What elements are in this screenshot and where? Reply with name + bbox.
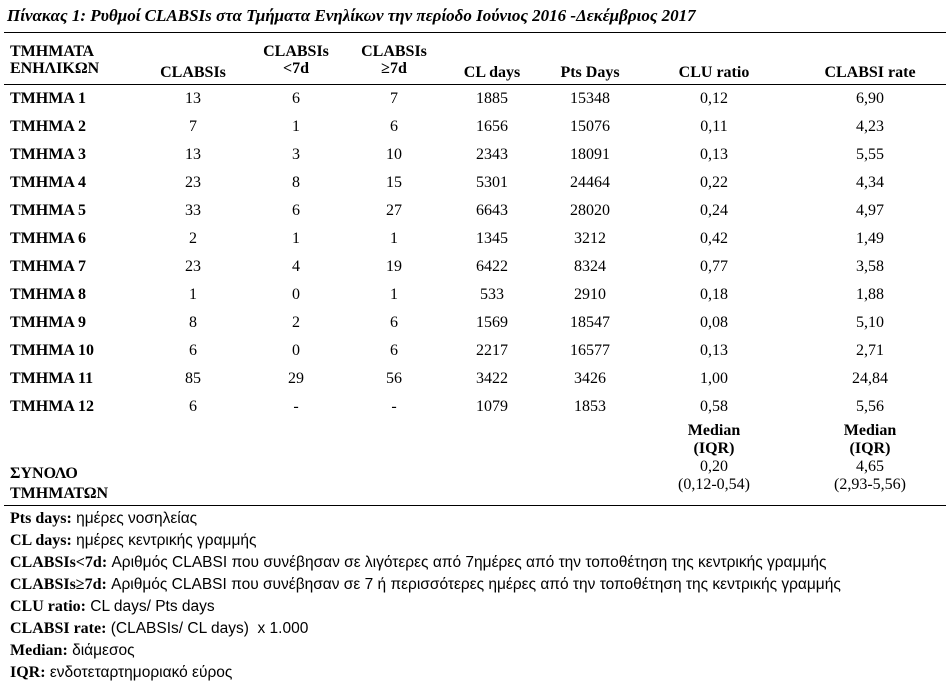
header-cl-days: CL days bbox=[463, 64, 521, 81]
note-text: διάμεσος bbox=[67, 642, 135, 659]
table-cell: 1345 bbox=[476, 230, 508, 247]
summary-clu bbox=[678, 422, 750, 494]
table-cell: 1,49 bbox=[856, 230, 884, 247]
note-line bbox=[10, 530, 841, 552]
table-cell: 0,24 bbox=[700, 202, 728, 219]
table-cell: 0,42 bbox=[700, 230, 728, 247]
clu-median-value: 0,20 bbox=[699, 458, 728, 475]
table-cell: 5301 bbox=[476, 174, 508, 191]
note-text: ημέρες κεντρικής γραμμής bbox=[71, 532, 257, 549]
row-label: ΤΜΗΜΑ 11 bbox=[10, 370, 94, 387]
row-label: ΤΜΗΜΑ 8 bbox=[10, 286, 86, 303]
table-cell: 2 bbox=[189, 230, 197, 247]
header-clu-ratio: CLU ratio bbox=[678, 64, 750, 81]
header-lt7-line2: <7d bbox=[282, 60, 309, 77]
summary-rate bbox=[834, 422, 906, 494]
table-cell: 0,12 bbox=[700, 90, 728, 107]
table-cell: 6 bbox=[292, 202, 300, 219]
bottom-rule bbox=[4, 505, 946, 506]
table-cell: 29 bbox=[288, 370, 304, 387]
table-cell: 5,55 bbox=[856, 146, 884, 163]
note-term: IQR: bbox=[10, 664, 46, 681]
header-departments bbox=[10, 43, 99, 77]
table-cell: 6 bbox=[390, 314, 398, 331]
summary-label-line2: ΤΜΗΜΑΤΩΝ bbox=[10, 485, 109, 502]
top-rule bbox=[4, 32, 946, 33]
table-cell: 8 bbox=[292, 174, 300, 191]
rate-median-value: 4,65 bbox=[855, 458, 884, 475]
table-cell: 2910 bbox=[574, 286, 606, 303]
header-clabsis-ge7 bbox=[361, 43, 427, 77]
table-cell: 0,77 bbox=[700, 258, 728, 275]
note-term: Median: bbox=[10, 642, 68, 659]
table-cell: 6422 bbox=[476, 258, 508, 275]
table-cell: 23 bbox=[185, 174, 201, 191]
table-cell: 4,23 bbox=[856, 118, 884, 135]
table-cell: 85 bbox=[185, 370, 201, 387]
table-cell: 1853 bbox=[574, 398, 606, 415]
header-dept-line1: ΤΜΗΜΑΤΑ bbox=[10, 43, 94, 60]
note-term: CLABSIs<7d: bbox=[10, 554, 108, 571]
table-cell: 1 bbox=[292, 230, 300, 247]
clu-iqr-label: (IQR) bbox=[693, 440, 735, 457]
table-cell: 24,84 bbox=[852, 370, 888, 387]
table-cell: 0,58 bbox=[700, 398, 728, 415]
header-lt7-line1: CLABSIs bbox=[263, 43, 329, 60]
note-term: CLABSI rate: bbox=[10, 620, 107, 637]
table-cell: 5,10 bbox=[856, 314, 884, 331]
header-ge7-line2: ≥7d bbox=[381, 60, 407, 77]
table-cell: 2217 bbox=[476, 342, 508, 359]
table-cell: 6 bbox=[189, 398, 197, 415]
note-line bbox=[10, 662, 841, 684]
table-cell: 56 bbox=[386, 370, 402, 387]
table-cell: 0,18 bbox=[700, 286, 728, 303]
note-term: Pts days: bbox=[10, 510, 72, 527]
table-cell: 1,88 bbox=[856, 286, 884, 303]
table-cell: 0,08 bbox=[700, 314, 728, 331]
table-cell: 6 bbox=[292, 90, 300, 107]
note-text: Αριθμός CLABSI που συνέβησαν σε 7 ή περισσότερες ημέρες από την τοποθέτηση της κεντρικής γραμμής bbox=[106, 576, 841, 593]
header-pts-days: Pts Days bbox=[560, 64, 620, 81]
table-cell: 1656 bbox=[476, 118, 508, 135]
table-cell: 23 bbox=[185, 258, 201, 275]
summary-label bbox=[10, 464, 108, 504]
table-cell: 0,11 bbox=[700, 118, 728, 135]
header-ge7-line1: CLABSIs bbox=[361, 43, 427, 60]
table-cell: 1079 bbox=[476, 398, 508, 415]
note-line bbox=[10, 574, 841, 596]
row-label: ΤΜΗΜΑ 9 bbox=[10, 314, 86, 331]
table-cell: 4,34 bbox=[856, 174, 884, 191]
table-cell: 2,71 bbox=[856, 342, 884, 359]
table-cell: 0,22 bbox=[700, 174, 728, 191]
table-cell: 533 bbox=[480, 286, 504, 303]
note-line bbox=[10, 552, 841, 574]
row-label: ΤΜΗΜΑ 4 bbox=[10, 174, 86, 191]
table-cell: 1 bbox=[390, 286, 398, 303]
table-cell: 24464 bbox=[570, 174, 610, 191]
note-text: ενδοτεταρτημοριακό εύρος bbox=[45, 664, 233, 681]
table-cell: 7 bbox=[390, 90, 398, 107]
note-term: CL days: bbox=[10, 532, 72, 549]
table-cell: 19 bbox=[386, 258, 402, 275]
table-cell: 4,97 bbox=[856, 202, 884, 219]
table-cell: 3212 bbox=[574, 230, 606, 247]
table-cell: 7 bbox=[189, 118, 197, 135]
header-dept-line2: ΕΝΗΛΙΚΩΝ bbox=[10, 60, 100, 77]
table-title: Πίνακας 1: Ρυθμοί CLABSIs στα Τμήματα Ενηλίκων την περίοδο Ιούνιος 2016 -Δεκέμβριος 2017 bbox=[7, 6, 696, 25]
clu-iqr-value: (0,12-0,54) bbox=[678, 476, 750, 493]
table-cell: 0,13 bbox=[700, 342, 728, 359]
table-cell: 10 bbox=[386, 146, 402, 163]
table-cell: 28020 bbox=[570, 202, 610, 219]
table-cell: 6 bbox=[390, 118, 398, 135]
table-cell: 1 bbox=[292, 118, 300, 135]
table-cell: 1885 bbox=[476, 90, 508, 107]
header-clabsi-rate: CLABSI rate bbox=[824, 64, 916, 81]
note-term: CLU ratio: bbox=[10, 598, 86, 615]
table-cell: 13 bbox=[185, 90, 201, 107]
note-line bbox=[10, 640, 841, 662]
note-text: (CLABSIs/ CL days) x 1.000 bbox=[106, 620, 309, 637]
table-cell: 6 bbox=[390, 342, 398, 359]
table-cell: 1,00 bbox=[700, 370, 728, 387]
note-text: Αριθμός CLABSI που συνέβησαν σε λιγότερες από 7ημέρες από την τοποθέτηση της κεντρικής γραμμής bbox=[107, 554, 827, 571]
rate-iqr-value: (2,93-5,56) bbox=[834, 476, 906, 493]
row-label: ΤΜΗΜΑ 1 bbox=[10, 90, 86, 107]
table-cell: 3 bbox=[292, 146, 300, 163]
header-rule bbox=[4, 84, 946, 85]
row-label: ΤΜΗΜΑ 6 bbox=[10, 230, 86, 247]
table-cell: 18547 bbox=[570, 314, 610, 331]
table-cell: 15348 bbox=[570, 90, 610, 107]
rate-iqr-label: (IQR) bbox=[849, 440, 891, 457]
table-cell: 1569 bbox=[476, 314, 508, 331]
table-cell: 5,56 bbox=[856, 398, 884, 415]
table-cell: 8324 bbox=[574, 258, 606, 275]
notes-legend bbox=[10, 508, 841, 684]
row-label: ΤΜΗΜΑ 2 bbox=[10, 118, 86, 135]
table-cell: 18091 bbox=[570, 146, 610, 163]
note-term: CLABSIs≥7d: bbox=[10, 576, 107, 593]
header-clabsis: CLABSIs bbox=[160, 64, 226, 81]
note-line bbox=[10, 508, 841, 530]
clu-median-label: Median bbox=[687, 422, 741, 439]
row-label: ΤΜΗΜΑ 3 bbox=[10, 146, 86, 163]
table-cell: 0 bbox=[292, 286, 300, 303]
note-line bbox=[10, 618, 841, 640]
table-cell: 6643 bbox=[476, 202, 508, 219]
table-cell: 13 bbox=[185, 146, 201, 163]
table-cell: 27 bbox=[386, 202, 402, 219]
table-cell: 8 bbox=[189, 314, 197, 331]
rate-median-label: Median bbox=[843, 422, 897, 439]
row-label: ΤΜΗΜΑ 12 bbox=[10, 398, 94, 415]
table-cell: 3,58 bbox=[856, 258, 884, 275]
table-cell: 15076 bbox=[570, 118, 610, 135]
row-label: ΤΜΗΜΑ 7 bbox=[10, 258, 86, 275]
table-cell: 6,90 bbox=[856, 90, 884, 107]
row-label: ΤΜΗΜΑ 10 bbox=[10, 342, 94, 359]
table-cell: 4 bbox=[292, 258, 300, 275]
table-cell: 1 bbox=[189, 286, 197, 303]
table-cell: 2343 bbox=[476, 146, 508, 163]
table-cell: - bbox=[293, 398, 299, 415]
table-cell: 15 bbox=[386, 174, 402, 191]
table-cell: 1 bbox=[390, 230, 398, 247]
header-clabsis-lt7 bbox=[263, 43, 329, 77]
table-cell: 3422 bbox=[476, 370, 508, 387]
table-cell: 0 bbox=[292, 342, 300, 359]
summary-label-line1: ΣΥΝΟΛΟ bbox=[10, 465, 78, 482]
row-label: ΤΜΗΜΑ 5 bbox=[10, 202, 86, 219]
note-text: ημέρες νοσηλείας bbox=[71, 510, 198, 527]
table-cell: 6 bbox=[189, 342, 197, 359]
note-line bbox=[10, 596, 841, 618]
note-text: CL days/ Pts days bbox=[85, 598, 215, 615]
table-cell: 0,13 bbox=[700, 146, 728, 163]
table-cell: 33 bbox=[185, 202, 201, 219]
table-cell: 2 bbox=[292, 314, 300, 331]
table-cell: 3426 bbox=[574, 370, 606, 387]
table-cell: 16577 bbox=[570, 342, 610, 359]
table-cell: - bbox=[391, 398, 397, 415]
